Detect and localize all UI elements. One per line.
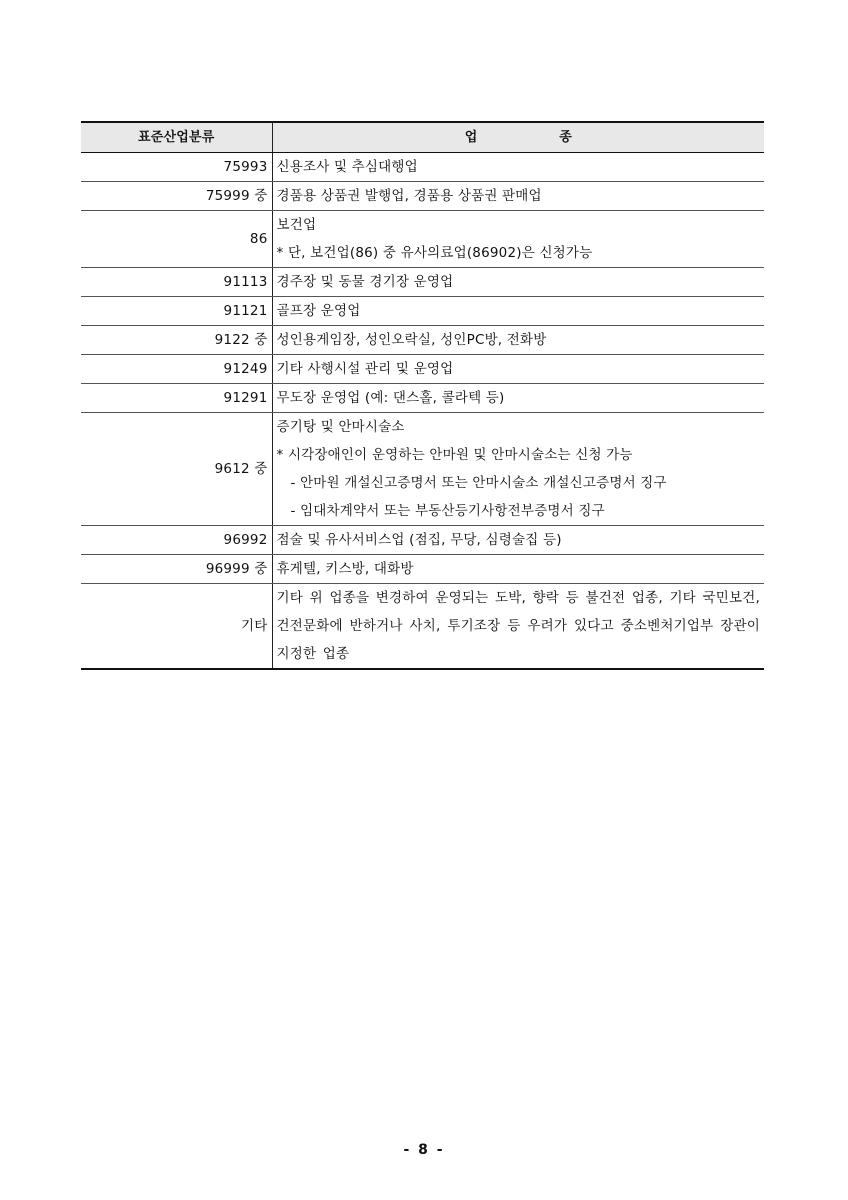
industry-code-cell: 9612 중 <box>81 413 272 526</box>
table-header <box>81 122 764 153</box>
business-type-cell: 신용조사 및 추심대행업 <box>272 153 764 182</box>
note-subline: - 임대차계약서 또는 부동산등기사항전부증명서 징구 <box>290 503 605 519</box>
header-business-type-part2: 종 <box>559 129 572 145</box>
table-row <box>81 526 764 555</box>
business-type-cell <box>272 413 764 526</box>
header-row <box>81 122 764 153</box>
industry-code-cell: 96999 중 <box>81 555 272 584</box>
industry-code-cell: 91113 <box>81 268 272 297</box>
industry-code-cell: 9122 중 <box>81 326 272 355</box>
header-business-type <box>272 122 764 153</box>
business-type-cell <box>272 211 764 268</box>
table-row <box>81 584 764 670</box>
restricted-industry-table <box>81 121 764 670</box>
note-line: * 단, 보건업(86) 중 유사의료업(86902)은 신청가능 <box>276 245 593 261</box>
business-type-cell: 점술 및 유사서비스업 (점집, 무당, 심령술집 등) <box>272 526 764 555</box>
table-row <box>81 182 764 211</box>
business-type-cell: 기타 사행시설 관리 및 운영업 <box>272 355 764 384</box>
note-subline: - 안마원 개설신고증명서 또는 안마시술소 개설신고증명서 징구 <box>290 475 667 491</box>
industry-code-cell: 91291 <box>81 384 272 413</box>
industry-code-cell: 기타 <box>81 584 272 670</box>
industry-code-cell: 75993 <box>81 153 272 182</box>
table-row <box>81 297 764 326</box>
business-type-cell: 경품용 상품권 발행업, 경품용 상품권 판매업 <box>272 182 764 211</box>
note-line: * 시각장애인이 운영하는 안마원 및 안마시술소는 신청 가능 <box>276 447 633 463</box>
table-row <box>81 268 764 297</box>
table-row <box>81 355 764 384</box>
business-type-cell: 무도장 운영업 (예: 댄스홀, 콜라텍 등) <box>272 384 764 413</box>
business-type-cell: 휴게텔, 키스방, 대화방 <box>272 555 764 584</box>
table-row <box>81 384 764 413</box>
industry-code-cell: 96992 <box>81 526 272 555</box>
header-business-type-part1: 업 <box>464 129 478 145</box>
header-industry-code: 표준산업분류 <box>81 122 272 153</box>
business-type-line: 보건업 <box>276 217 317 233</box>
industry-code-cell: 91249 <box>81 355 272 384</box>
industry-code-cell: 86 <box>81 211 272 268</box>
business-type-line: 증기탕 및 안마시술소 <box>276 419 405 435</box>
table-row <box>81 555 764 584</box>
table-row <box>81 413 764 526</box>
page-number: - 8 - <box>403 1142 445 1158</box>
table-row <box>81 153 764 182</box>
table-row <box>81 211 764 268</box>
business-type-cell: 골프장 운영업 <box>272 297 764 326</box>
business-type-cell: 성인용게임장, 성인오락실, 성인PC방, 전화방 <box>272 326 764 355</box>
industry-code-cell: 75999 중 <box>81 182 272 211</box>
table-row <box>81 326 764 355</box>
business-type-cell: 경주장 및 동물 경기장 운영업 <box>272 268 764 297</box>
industry-code-cell: 91121 <box>81 297 272 326</box>
business-type-cell: 기타 위 업종을 변경하여 운영되는 도박, 향락 등 불건전 업종, 기타 국민보건, 건전문화에 반하거나 사치, 투기조장 등 우려가 있다고 중소벤처기업부 장관이 지정한 업종 <box>272 584 764 670</box>
